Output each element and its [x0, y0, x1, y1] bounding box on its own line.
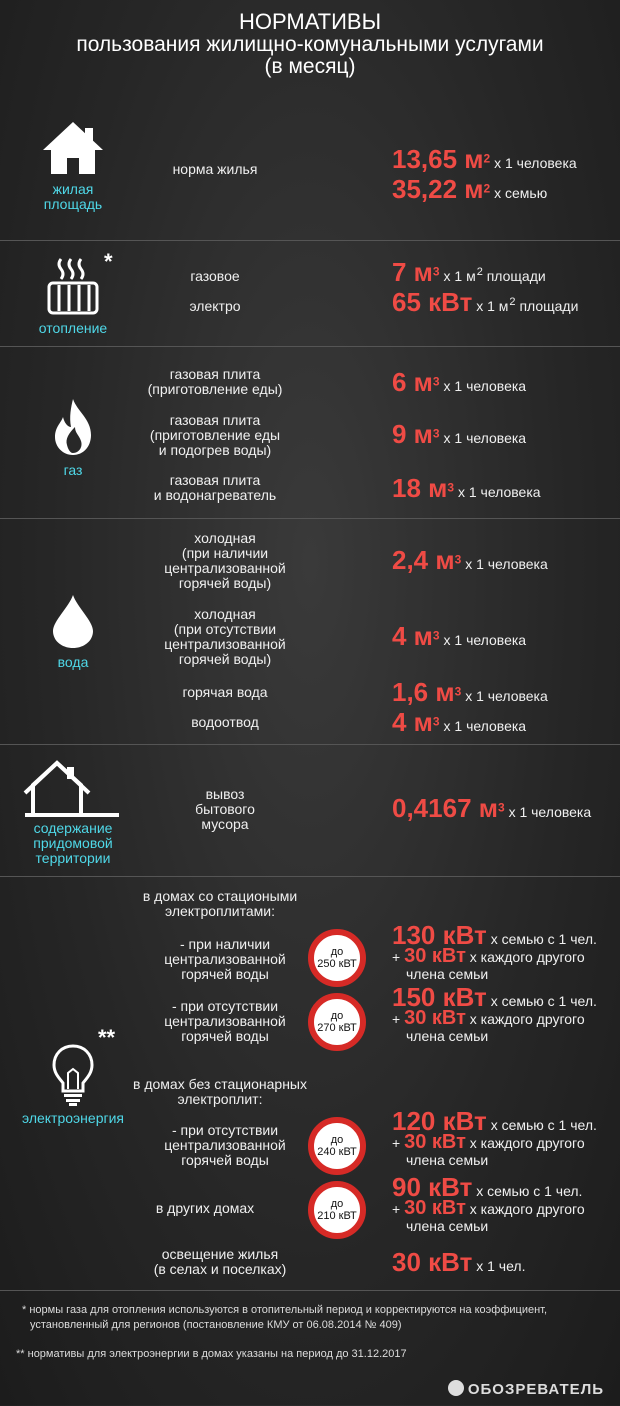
heating-row2-sup2: 2 [509, 296, 516, 309]
electricity-item-b-sign-2: 270 кВТ [317, 1022, 357, 1034]
electricity-item-e-unit: х 1 чел. [476, 1258, 526, 1274]
footnote-1-line-2: установленный для регионов (постановление КМУ от 06.08.2014 № 409) [30, 1319, 402, 1331]
brand-logo-text: ОБОЗРЕВАТЕЛЬ [467, 1381, 604, 1398]
electricity-item-c-unit-1: х семью с 1 чел. [490, 1117, 597, 1133]
electricity-item-d-sign-1: до [330, 1198, 344, 1210]
electricity-item-c-num: 120 кВт [392, 1106, 487, 1136]
water-row3-unit: х 1 человека [465, 688, 548, 704]
section-territory [0, 744, 620, 877]
territory-value [392, 793, 591, 824]
electricity-group2-title [110, 1077, 330, 1107]
electricity-item-b-desc [140, 999, 310, 1044]
electricity-item-c-limit-sign [308, 1117, 366, 1175]
electricity-item-d-limit-sign [308, 1181, 366, 1239]
electricity-label: электроэнергия [21, 1110, 124, 1126]
gas-row3-sup: 3 [447, 480, 455, 495]
heating-row2-unit-b: площади [519, 298, 579, 314]
territory-desc-1: вывоз [205, 786, 245, 802]
electricity-item-e-desc [130, 1247, 310, 1277]
flame-icon [0, 397, 146, 457]
gas-row1-desc-2: (приготовление еды) [147, 381, 283, 397]
water-row4-unit: х 1 человека [443, 718, 527, 734]
gas-row2-desc-3: и подогрев воды) [158, 442, 272, 458]
water-row1-desc [150, 531, 300, 591]
section-water [0, 518, 620, 745]
gas-row3-unit: х 1 человека [457, 484, 541, 500]
electricity-item-a-sign-1: до [330, 946, 344, 958]
electricity-item-c-desc-1: - при отсутствии [171, 1122, 279, 1138]
gas-row1-desc-1: газовая плита [169, 366, 261, 382]
water-row1-num: 2,4 м [392, 545, 455, 575]
water-row1-unit: х 1 человека [465, 556, 548, 572]
housing-value-2 [392, 174, 547, 205]
water-row1-desc-4: горячей воды) [178, 575, 272, 591]
housing-value-1-num: 13,65 м [392, 144, 484, 174]
section-electricity [0, 876, 620, 1291]
electricity-item-c-desc [140, 1123, 310, 1168]
footnote-2: ** нормативы для электроэнергии в домах указаны на период до 31.12.2017 [16, 1348, 407, 1360]
heating-row2-value [392, 287, 578, 318]
water-row1-desc-2: (при наличии [181, 545, 269, 561]
gas-row1-unit: х 1 человека [443, 378, 527, 394]
water-row2-desc [150, 607, 300, 667]
electricity-item-d-plus: + [392, 1201, 401, 1217]
housing-label-2: площадь [43, 196, 103, 212]
water-row2-value [392, 621, 526, 652]
housing-value-2-unit: х семью [494, 185, 548, 201]
house-icon [0, 120, 146, 176]
electricity-item-a-value [392, 920, 597, 983]
water-row2-desc-3: централизованной [164, 636, 286, 652]
water-row2-sup: 3 [432, 628, 440, 643]
header [0, 0, 620, 78]
heating-row2-unit-a: х 1 м [476, 298, 509, 314]
page-subtitle: пользования жилищно-комунальными услугами [76, 33, 544, 56]
housing-value-1-unit: х 1 человека [494, 155, 577, 171]
heating-row1-desc: газовое [190, 268, 240, 284]
electricity-item-d-num: 90 кВт [392, 1172, 473, 1202]
gas-row3-desc-1: газовая плита [169, 472, 261, 488]
electricity-item-c-unit-2: х каждого другого [469, 1135, 585, 1151]
heating-row2-num: 65 кВт [392, 287, 473, 317]
heating-row1-value [392, 257, 546, 288]
electricity-item-d-extra: 30 кВт [404, 1197, 466, 1219]
territory-num: 0,4167 м [392, 793, 498, 823]
water-row2-desc-4: горячей воды) [178, 651, 272, 667]
radiator-icon [0, 257, 146, 317]
territory-label-1: содержание [33, 820, 113, 836]
electricity-item-e-desc-1: освещение жилья [161, 1246, 279, 1262]
water-row1-value [392, 545, 548, 576]
electricity-item-d-value [392, 1172, 585, 1235]
territory-label-3: территории [35, 850, 111, 866]
gas-row1-sup: 3 [432, 374, 440, 389]
territory-category [0, 759, 146, 866]
house-outline-icon [0, 759, 146, 819]
gas-row2-unit: х 1 человека [443, 430, 527, 446]
electricity-item-d-unit-3: члена семьи [406, 1218, 489, 1234]
footnote-1-line-1: * нормы газа для отопления используются в отопительный период и корректируются на коэффициент, [22, 1304, 548, 1316]
gas-row1-value [392, 367, 526, 398]
heating-row1-sup2: 2 [476, 266, 483, 279]
housing-value-1-sup: 2 [483, 151, 491, 166]
water-row3-sup: 3 [454, 684, 462, 699]
territory-label-2: придомовой [33, 835, 113, 851]
gas-row2-value [392, 419, 526, 450]
brand-logo [448, 1380, 604, 1398]
electricity-item-a-desc [140, 937, 310, 982]
section-gas [0, 346, 620, 519]
gas-row3-desc [130, 473, 300, 503]
electricity-item-d-unit-1: х семью с 1 чел. [476, 1183, 583, 1199]
water-row4-num: 4 м [392, 707, 433, 737]
electricity-item-c-sign-1: до [330, 1134, 344, 1146]
heating-row1-unit-b: площади [486, 268, 546, 284]
gas-row2-desc [130, 413, 300, 458]
territory-desc-3: мусора [201, 816, 249, 832]
gas-row2-num: 9 м [392, 419, 433, 449]
electricity-item-c-extra: 30 кВт [404, 1131, 466, 1153]
gas-row2-sup: 3 [432, 426, 440, 441]
electricity-group1-title-1: в домах со стациоными [142, 888, 298, 904]
housing-label-1: жилая [52, 181, 94, 197]
electricity-group2-title-2: электроплит: [177, 1091, 263, 1107]
heating-footnote-star: * [104, 249, 113, 274]
electricity-item-a-desc-2: централизованной [164, 951, 286, 967]
water-row1-sup: 3 [454, 552, 462, 567]
gas-category [0, 397, 146, 478]
heating-row1-unit-a: х 1 м [443, 268, 476, 284]
gas-row1-desc [130, 367, 300, 397]
electricity-item-a-extra: 30 кВт [404, 945, 466, 967]
electricity-group1-title [110, 889, 330, 919]
heating-row2-desc: электро [189, 298, 241, 314]
electricity-item-b-desc-3: горячей воды [181, 1028, 269, 1044]
territory-sup: 3 [497, 800, 505, 815]
page-period: (в месяц) [264, 55, 356, 78]
electricity-group2-title-1: в домах без стационарных [133, 1076, 307, 1092]
electricity-item-a-unit-2: х каждого другого [469, 949, 585, 965]
water-row3-value [392, 677, 548, 708]
gas-row3-num: 18 м [392, 473, 448, 503]
electricity-item-a-plus: + [392, 949, 401, 965]
electricity-item-b-sign-1: до [330, 1010, 344, 1022]
electricity-group1-title-2: электроплитами: [164, 903, 275, 919]
electricity-item-a-desc-3: горячей воды [181, 966, 269, 982]
electricity-item-b-desc-2: централизованной [164, 1013, 286, 1029]
gas-row3-desc-2: и водонагреватель [153, 487, 277, 503]
footer [0, 1290, 620, 1406]
water-row3-num: 1,6 м [392, 677, 455, 707]
gas-row1-num: 6 м [392, 367, 433, 397]
electricity-item-a-num: 130 кВт [392, 920, 487, 950]
heating-row1-num: 7 м [392, 257, 433, 287]
heating-category [0, 257, 146, 336]
territory-unit: х 1 человека [508, 804, 592, 820]
electricity-item-e-desc-2: (в селах и поселках) [153, 1261, 287, 1277]
electricity-item-c-value [392, 1106, 597, 1169]
electricity-item-b-unit-1: х семью с 1 чел. [490, 993, 597, 1009]
electricity-item-a-sign-2: 250 кВТ [317, 958, 357, 970]
page-title: НОРМАТИВЫ [238, 9, 382, 34]
electricity-item-a-unit-1: х семью с 1 чел. [490, 931, 597, 947]
housing-category [0, 120, 146, 212]
electricity-item-c-desc-3: горячей воды [181, 1152, 269, 1168]
electricity-item-c-unit-3: члена семьи [406, 1152, 489, 1168]
water-row4-desc: водоотвод [191, 714, 259, 730]
territory-desc [150, 787, 300, 832]
gas-row2-desc-1: газовая плита [169, 412, 261, 428]
heating-row1-sup: 3 [432, 264, 440, 279]
electricity-item-a-limit-sign [308, 929, 366, 987]
footnote-1 [22, 1303, 547, 1333]
section-housing [0, 98, 620, 240]
electricity-item-d-sign-2: 210 кВТ [317, 1210, 357, 1222]
water-row1-desc-1: холодная [194, 530, 256, 546]
electricity-item-b-desc-1: - при отсутствии [171, 998, 279, 1014]
electricity-item-c-desc-2: централизованной [164, 1137, 286, 1153]
territory-desc-2: бытового [195, 801, 255, 817]
electricity-item-d-desc: в других домах [155, 1200, 255, 1216]
electricity-item-b-unit-3: члена семьи [406, 1028, 489, 1044]
gas-row3-value [392, 473, 541, 504]
electricity-item-b-plus: + [392, 1011, 401, 1027]
water-drop-icon [0, 593, 146, 649]
housing-value-1 [392, 144, 577, 175]
electricity-item-b-value [392, 982, 597, 1045]
housing-value-2-sup: 2 [483, 181, 491, 196]
electricity-item-a-desc-1: - при наличии [179, 936, 271, 952]
section-heating [0, 240, 620, 347]
electricity-item-b-limit-sign [308, 993, 366, 1051]
electricity-footnote-star: ** [98, 1025, 116, 1050]
water-row2-unit: х 1 человека [443, 632, 527, 648]
water-row2-desc-1: холодная [194, 606, 256, 622]
water-label: вода [57, 654, 89, 670]
electricity-item-b-extra: 30 кВт [404, 1007, 466, 1029]
housing-desc: норма жилья [172, 161, 258, 177]
water-category [0, 593, 146, 670]
electricity-item-b-unit-2: х каждого другого [469, 1011, 585, 1027]
heating-label: отопление [38, 320, 108, 336]
logo-mark-icon [448, 1380, 464, 1396]
gas-label: газ [63, 462, 83, 478]
electricity-item-a-unit-3: члена семьи [406, 966, 489, 982]
water-row4-sup: 3 [432, 714, 440, 729]
water-row2-desc-2: (при отсутствии [173, 621, 277, 637]
water-row2-num: 4 м [392, 621, 433, 651]
electricity-item-e-num: 30 кВт [392, 1247, 473, 1277]
electricity-item-d-unit-2: х каждого другого [469, 1201, 585, 1217]
water-row4-value [392, 707, 526, 738]
water-row3-desc: горячая вода [182, 684, 268, 700]
housing-value-2-num: 35,22 м [392, 174, 484, 204]
water-row1-desc-3: централизованной [164, 560, 286, 576]
electricity-item-c-sign-2: 240 кВТ [317, 1146, 357, 1158]
electricity-item-e-value [392, 1247, 525, 1278]
gas-row2-desc-2: (приготовление еды [149, 427, 281, 443]
electricity-item-b-num: 150 кВт [392, 982, 487, 1012]
electricity-item-c-plus: + [392, 1135, 401, 1151]
